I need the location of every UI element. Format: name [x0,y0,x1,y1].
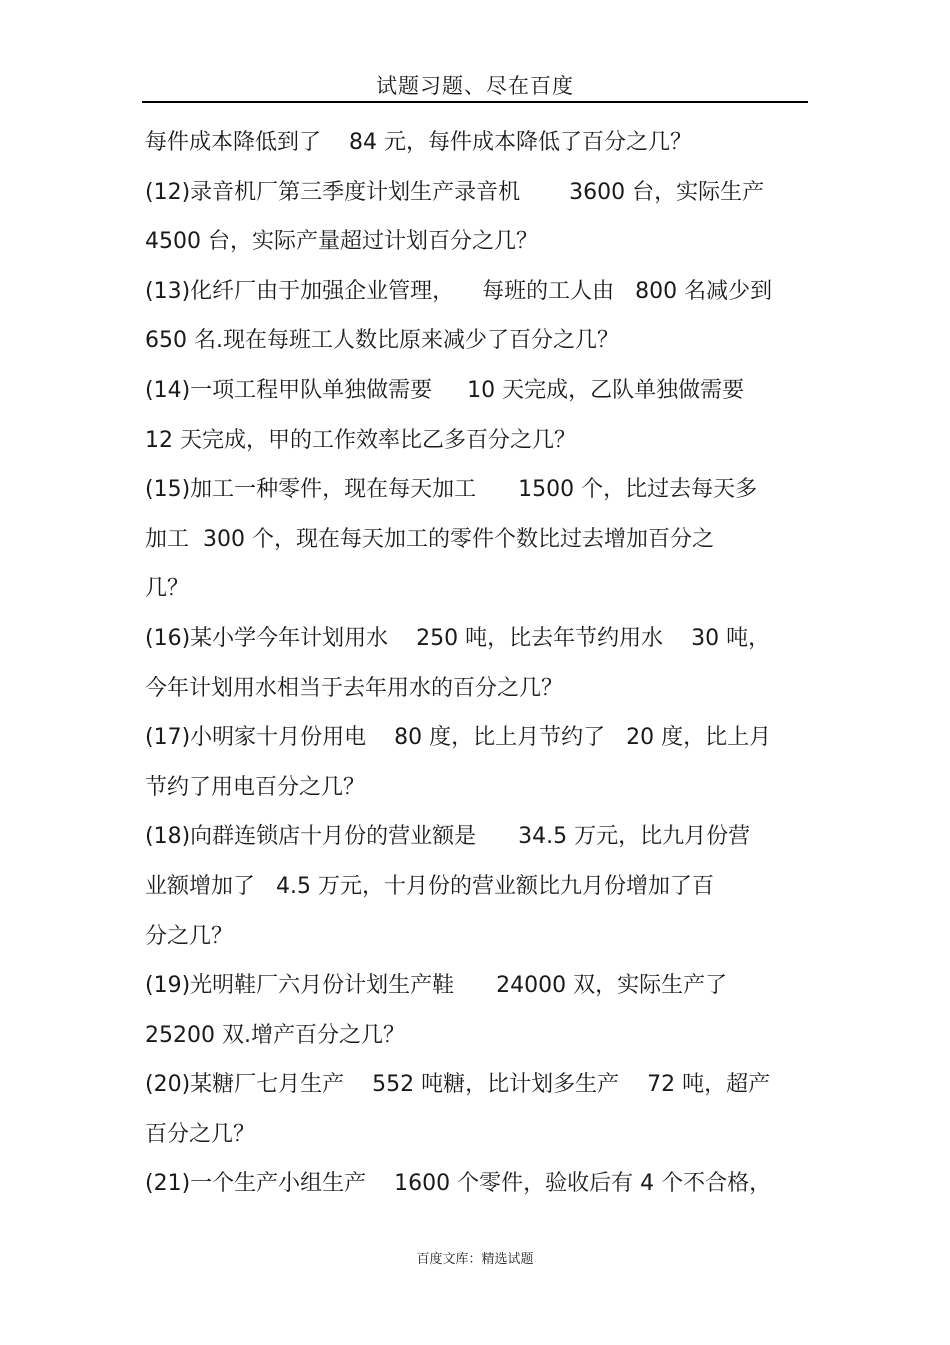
text-line: 百分之几？ [145,1121,256,1147]
text-line: 业额增加了 4.5 万元，十月份的营业额比九月份增加了百 [145,873,714,899]
text-line: (21)一个生产小组生产 1600 个零件，验收后有 4 个不合格， [145,1171,772,1197]
text-line: 今年计划用水相当于去年用水的百分之几？ [145,675,564,701]
text-line: 加工 300 个，现在每天加工的零件个数比过去增加百分之 [145,526,714,552]
text-line: (18)向群连锁店十月份的营业额是 34.5 万元，比九月份营 [145,824,751,850]
text-line: (15)加工一种零件，现在每天加工 1500 个，比过去每天多 [145,477,758,503]
text-line: (19)光明鞋厂六月份计划生产鞋 24000 双，实际生产了 [145,973,728,999]
page-footer: 百度文库：精选试题 [416,1252,534,1267]
text-line: 25200 双.增产百分之几？ [145,1022,405,1048]
text-line: 650 名.现在每班工人数比原来减少了百分之几？ [145,328,619,354]
text-line: 12 天完成，甲的工作效率比乙多百分之几？ [145,427,576,453]
text-line: 分之几？ [145,923,234,949]
text-line: 每件成本降低到了 84 元，每件成本降低了百分之几？ [145,130,692,155]
text-line: (20)某糖厂七月生产 552 吨糖，比计划多生产 72 吨，超产 [145,1072,771,1098]
header-divider [142,101,808,103]
text-line: (14)一项工程甲队单独做需要 10 天完成，乙队单独做需要 [145,377,745,403]
text-line: (17)小明家十月份用电 80 度，比上月节约了 20 度，比上月 [145,725,772,751]
text-line: 4500 台，实际产量超过计划百分之几？ [145,229,538,255]
text-line: (13)化纤厂由于加强企业管理， 每班的工人由 800 名减少到 [145,278,773,304]
text-line: (12)录音机厂第三季度计划生产录音机 3600 台，实际生产 [145,179,765,205]
document-body [145,124,810,1215]
text-line: 几？ [145,576,190,602]
text-line: (16)某小学今年计划用水 250 吨，比去年节约用水 30 吨， [145,625,771,651]
page-header: 试题习题、尽在百度 [376,74,574,98]
text-line: 节约了用电百分之几？ [145,774,366,800]
